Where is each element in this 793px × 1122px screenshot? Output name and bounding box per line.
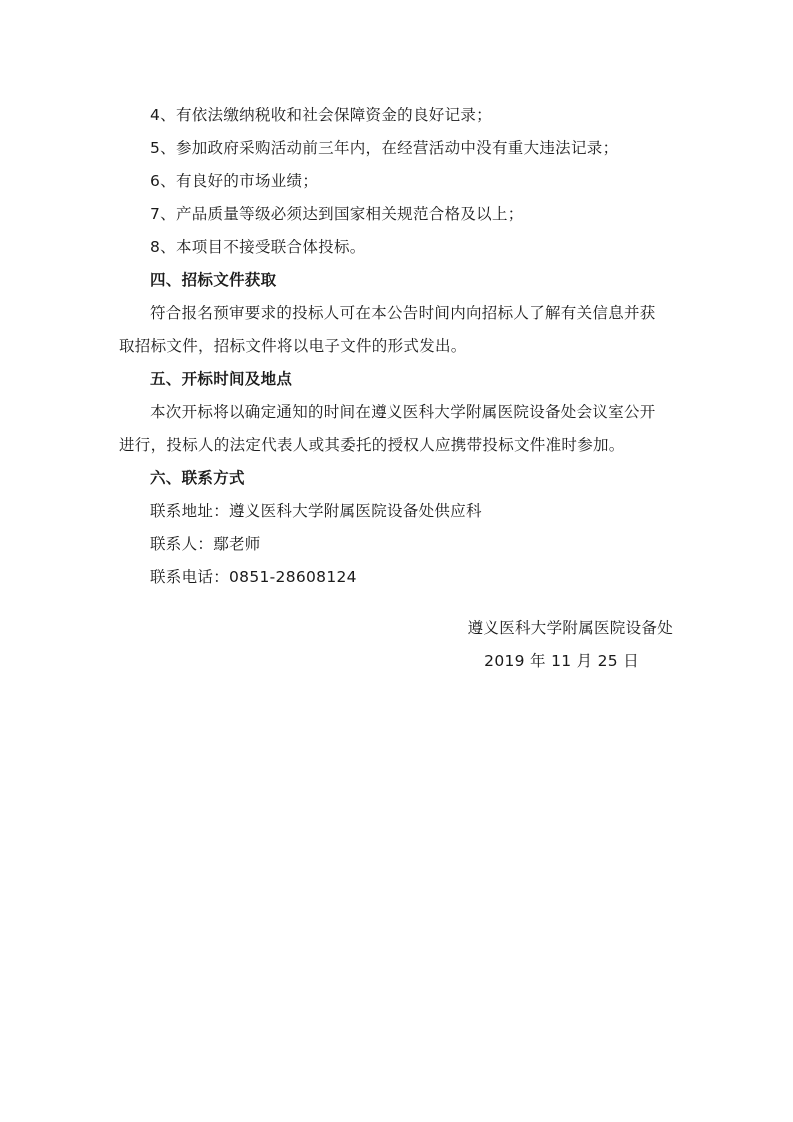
contact-address: 联系地址：遵义医科大学附属医院设备处供应科 xyxy=(150,502,482,520)
section-heading-bid-opening: 五、开标时间及地点 xyxy=(150,370,293,388)
contact-phone: 联系电话：0851-28608124 xyxy=(150,568,357,586)
requirement-item: 6、有良好的市场业绩； xyxy=(150,172,319,190)
document-body xyxy=(119,99,679,594)
section-text: 本次开标将以确定通知的时间在遵义医科大学附属医院设备处会议室公开 xyxy=(150,403,656,421)
section-text: 符合报名预审要求的投标人可在本公告时间内向招标人了解有关信息并获 xyxy=(150,304,656,322)
requirement-item: 5、参加政府采购活动前三年内，在经营活动中没有重大违法记录； xyxy=(150,139,619,157)
issuing-organization: 遵义医科大学附属医院设备处 xyxy=(467,619,673,637)
section-heading-document-acquisition: 四、招标文件获取 xyxy=(150,271,277,289)
issue-date: 2019 年 11 月 25 日 xyxy=(484,652,639,670)
section-heading-contact: 六、联系方式 xyxy=(150,469,245,487)
section-text: 进行，投标人的法定代表人或其委托的授权人应携带投标文件准时参加。 xyxy=(119,436,625,454)
contact-person: 联系人：鄢老师 xyxy=(150,535,261,553)
requirement-item: 4、有依法缴纳税收和社会保障资金的良好记录； xyxy=(150,106,492,124)
requirement-item: 8、本项目不接受联合体投标。 xyxy=(150,238,366,256)
section-text: 取招标文件，招标文件将以电子文件的形式发出。 xyxy=(119,337,467,355)
requirement-item: 7、产品质量等级必须达到国家相关规范合格及以上； xyxy=(150,205,524,223)
signature-block xyxy=(373,612,673,678)
